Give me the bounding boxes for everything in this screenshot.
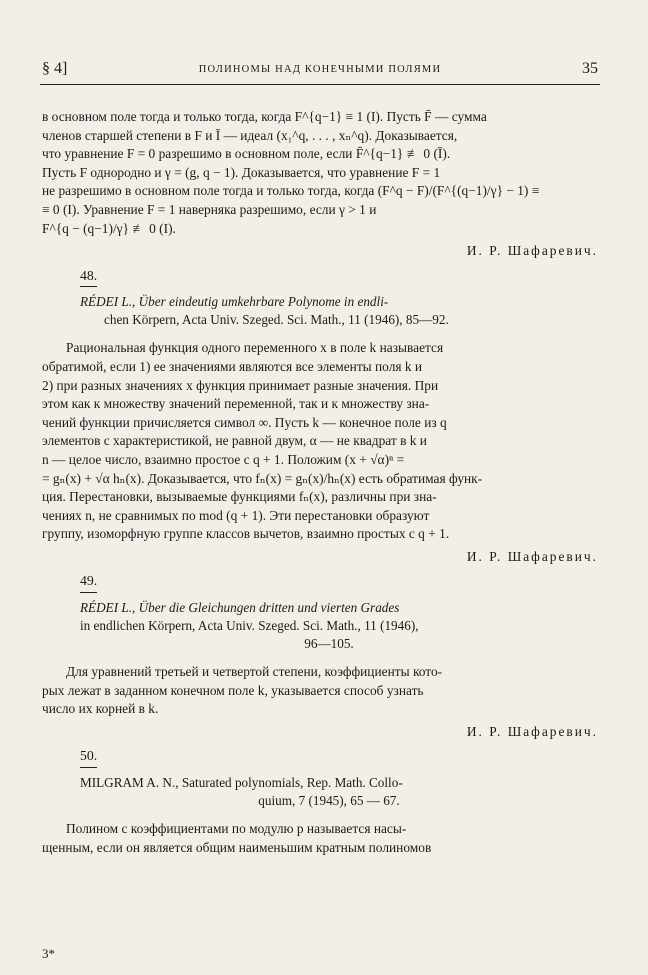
reference-line: MILGRAM A. N., Saturated polynomials, Rep. Math. Collo-	[80, 775, 403, 791]
text-line: F^{q − (q−1)/γ} ≢ 0 (I).	[42, 220, 176, 236]
abstract-50	[42, 820, 598, 857]
text-line: n — целое число, взаимно простое с q + 1. Положим (x + √α)ⁿ =	[42, 451, 405, 467]
item-number-49: 49.	[80, 572, 97, 593]
text-line: число их корней в k.	[42, 701, 159, 717]
text-line: в основном поле тогда и только тогда, когда F^{q−1} ≡ 1 (I). Пусть F̄ — сумма	[42, 109, 487, 124]
text-line: Рациональная функция одного переменного x в поле k называется	[66, 340, 444, 356]
text-line: что уравнение F = 0 разрешимо в основном поле, если F̄^{q−1} ≢ 0 (Ī).	[42, 146, 451, 162]
page-body	[42, 108, 598, 857]
text-line: Пусть F однородно и γ = (g, q − 1). Доказывается, что уравнение F = 1	[42, 164, 441, 180]
item-number-48: 48.	[80, 267, 97, 288]
text-line: ≡ 0 (I). Уравнение F = 1 наверняка разрешимо, если γ > 1 и	[42, 201, 377, 217]
running-title: ПОЛИНОМЫ НАД КОНЕЧНЫМИ ПОЛЯМИ	[198, 64, 442, 75]
text-line: ция. Перестановки, вызываемые функциями fₙ(x), различны при зна-	[42, 489, 437, 505]
abstract-48	[42, 339, 598, 544]
text-line: = gₙ(x) + √α hₙ(x). Доказывается, что fₙ(x) = gₙ(x)/hₙ(x) есть обратимая функ-	[42, 470, 483, 486]
text-line: рых лежат в заданном конечном поле k, указывается способ узнать	[42, 682, 424, 698]
reviewer-signature: И. Р. Шафаревич.	[466, 243, 598, 259]
text-line: элементов с характеристикой, не равной двум, α — не квадрат в k и	[42, 433, 427, 449]
reference-line: 96—105.	[304, 636, 354, 652]
header-rule	[40, 84, 600, 85]
reference-line: quium, 7 (1945), 65 — 67.	[258, 793, 400, 809]
text-line: этом как к множеству значений переменной, так и к множеству зна-	[42, 396, 430, 412]
reviewer-signature: И. Р. Шафаревич.	[466, 723, 598, 739]
reference-48	[80, 293, 578, 329]
reference-line: RÉDEI L., Über eindeutig umkehrbare Polynome in endli-	[80, 294, 389, 310]
reference-line: chen Körpern, Acta Univ. Szeged. Sci. Math., 11 (1946), 85—92.	[104, 312, 449, 328]
abstract-49	[42, 663, 598, 719]
text-line: группу, изоморфную группе классов вычетов, взаимно простых с q + 1.	[42, 526, 450, 542]
reviewer-signature: И. Р. Шафаревич.	[466, 548, 598, 564]
text-line: Для уравнений третьей и четвертой степени, коэффициенты кото-	[66, 664, 443, 680]
reference-50	[80, 774, 578, 810]
text-line: членов старшей степени в F и Ī — идеал (x₁^q, . . . , xₙ^q). Доказывается,	[42, 127, 458, 143]
text-line: чениях n, не сравнимых по mod (q + 1). Эти перестановки образуют	[42, 507, 430, 523]
signature-mark: 3*	[42, 946, 55, 961]
reference-49	[80, 599, 578, 653]
item-number-50: 50.	[80, 747, 97, 768]
page-number: 35	[582, 60, 598, 77]
text-line: щенным, если он является общим наименьшим кратным полиномов	[42, 839, 432, 855]
text-line: не разрешимо в основном поле тогда и только тогда, когда (F^q − F)/(F^{(q−1)/γ} − 1) ≡	[42, 183, 540, 199]
text-line: чений функции причисляется символ ∞. Пусть k — конечное поле из q	[42, 414, 447, 430]
section-label: § 4]	[42, 60, 68, 77]
reference-line: RÉDEI L., Über die Gleichungen dritten und vierten Grades	[80, 600, 400, 616]
reference-line: in endlichen Körpern, Acta Univ. Szeged. Sci. Math., 11 (1946),	[80, 618, 419, 634]
text-line: обратимой, если 1) ее значениями являются все элементы поля k и	[42, 358, 423, 374]
text-line: 2) при разных значениях x функция принимает разные значения. При	[42, 377, 439, 393]
running-header	[42, 58, 598, 82]
paragraph-continuation	[42, 108, 598, 238]
text-line: Полином с коэффициентами по модулю p называется насы-	[66, 821, 407, 837]
